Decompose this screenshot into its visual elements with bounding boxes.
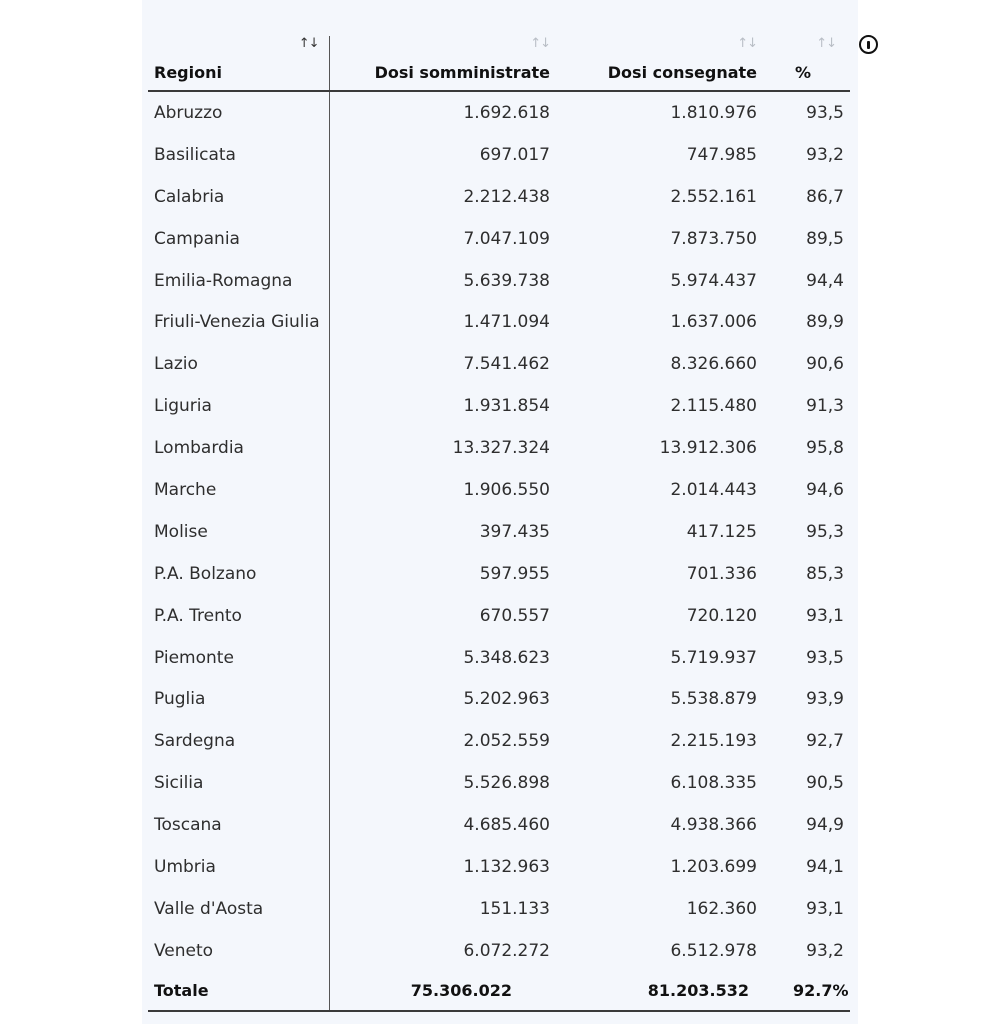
sort-arrows-icon[interactable]: ↑↓: [530, 36, 550, 51]
dosi-consegnate-cell: 5.719.937: [670, 647, 757, 668]
region-cell: Puglia: [148, 678, 329, 720]
dosi-somministrate-cell: 597.955: [479, 563, 550, 584]
dosi-consegnate-cell: 1.810.976: [670, 102, 757, 123]
region-cell: Friuli-Venezia Giulia: [148, 301, 329, 343]
table-row: [148, 553, 850, 595]
table-row: [148, 846, 850, 888]
dosi-somministrate-cell: 2.212.438: [463, 186, 550, 207]
dosi-somministrate-cell: 1.471.094: [463, 312, 550, 333]
percent-cell: 91,3: [806, 396, 844, 417]
dosi-consegnate-cell: 1.637.006: [670, 312, 757, 333]
header-dosi-consegnate[interactable]: [580, 36, 787, 91]
percent-cell: 90,6: [806, 354, 844, 375]
table-row: [148, 888, 850, 930]
percent-cell: 92,7: [806, 731, 844, 752]
table-row: [148, 385, 850, 427]
region-cell: Lazio: [148, 343, 329, 385]
dosi-consegnate-cell: 2.115.480: [670, 396, 757, 417]
dosi-consegnate-cell: 4.938.366: [670, 815, 757, 836]
dosi-consegnate-cell: 13.912.306: [659, 438, 757, 459]
dosi-consegnate-cell: 162.360: [686, 898, 757, 919]
percent-cell: 93,9: [806, 689, 844, 710]
dosi-somministrate-cell: 1.931.854: [463, 396, 550, 417]
dosi-consegnate-cell: 701.336: [686, 563, 757, 584]
percent-cell: 95,3: [806, 521, 844, 542]
dosi-somministrate-cell: 7.047.109: [463, 228, 550, 249]
percent-cell: 93,5: [806, 102, 844, 123]
dosi-somministrate-cell: 397.435: [479, 521, 550, 542]
table-row: [148, 218, 850, 260]
dosi-consegnate-cell: 2.014.443: [670, 479, 757, 500]
region-cell: Toscana: [148, 804, 329, 846]
table-row: [148, 91, 850, 134]
dosi-somministrate-cell: 5.202.963: [463, 689, 550, 710]
header-regioni-label: Regioni: [154, 63, 222, 82]
percent-cell: 93,2: [806, 940, 844, 961]
region-cell: P.A. Bolzano: [148, 553, 329, 595]
dosi-consegnate-cell: 5.974.437: [670, 270, 757, 291]
region-cell: Molise: [148, 511, 329, 553]
dosi-consegnate-cell: 417.125: [686, 521, 757, 542]
percent-cell: 93,2: [806, 144, 844, 165]
dosi-consegnate-cell: 6.108.335: [670, 773, 757, 794]
dosi-somministrate-cell: 670.557: [479, 605, 550, 626]
table-row: [148, 427, 850, 469]
table-row: [148, 678, 850, 720]
region-cell: Abruzzo: [148, 91, 329, 134]
total-row: [148, 972, 850, 1011]
header-somministrate-label: Dosi somministrate: [374, 63, 550, 82]
dosi-somministrate-cell: 5.526.898: [463, 773, 550, 794]
header-percent-label: %: [795, 63, 812, 82]
region-cell: Valle d'Aosta: [148, 888, 329, 930]
sort-arrows-icon[interactable]: ↑↓: [816, 36, 836, 51]
dosi-somministrate-cell: 1.692.618: [463, 102, 550, 123]
sort-arrows-icon[interactable]: ↑↓: [298, 36, 319, 51]
percent-cell: 95,8: [806, 438, 844, 459]
table-row: [148, 511, 850, 553]
table-row: [148, 134, 850, 176]
dosi-somministrate-cell: 2.052.559: [463, 731, 550, 752]
table-row: [148, 637, 850, 679]
table-row: [148, 301, 850, 343]
table-row: [148, 804, 850, 846]
table-row: [148, 720, 850, 762]
dosi-somministrate-cell: 151.133: [479, 898, 550, 919]
dosi-somministrate-cell: 5.348.623: [463, 647, 550, 668]
dosi-somministrate-cell: 4.685.460: [463, 815, 550, 836]
region-cell: Liguria: [148, 385, 329, 427]
percent-cell: 89,5: [806, 228, 844, 249]
total-percent: 92.7%: [787, 972, 850, 1011]
dosi-consegnate-cell: 6.512.978: [670, 940, 757, 961]
percent-cell: 94,1: [806, 856, 844, 877]
percent-cell: 94,4: [806, 270, 844, 291]
table-row: [148, 176, 850, 218]
vaccine-doses-table: [148, 36, 850, 1012]
percent-cell: 94,6: [806, 479, 844, 500]
region-cell: Umbria: [148, 846, 329, 888]
region-cell: Lombardia: [148, 427, 329, 469]
region-cell: Emilia-Romagna: [148, 260, 329, 302]
dosi-consegnate-cell: 747.985: [686, 144, 757, 165]
info-icon[interactable]: [859, 35, 878, 54]
dosi-somministrate-cell: 13.327.324: [452, 438, 550, 459]
region-cell: P.A. Trento: [148, 595, 329, 637]
region-cell: Piemonte: [148, 637, 329, 679]
dosi-consegnate-cell: 5.538.879: [670, 689, 757, 710]
percent-cell: 93,1: [806, 605, 844, 626]
percent-cell: 93,1: [806, 898, 844, 919]
region-cell: Basilicata: [148, 134, 329, 176]
percent-cell: 93,5: [806, 647, 844, 668]
dosi-somministrate-cell: 1.906.550: [463, 479, 550, 500]
dosi-consegnate-cell: 1.203.699: [670, 856, 757, 877]
dosi-consegnate-cell: 8.326.660: [670, 354, 757, 375]
header-regioni[interactable]: [148, 36, 329, 91]
table-header-row: [148, 36, 850, 91]
dosi-somministrate-cell: 1.132.963: [463, 856, 550, 877]
total-somministrate: 75.306.022: [329, 972, 580, 1011]
total-consegnate: 81.203.532: [580, 972, 787, 1011]
header-consegnate-label: Dosi consegnate: [607, 63, 757, 82]
table-row: [148, 260, 850, 302]
header-dosi-somministrate[interactable]: [329, 36, 580, 91]
percent-cell: 94,9: [806, 815, 844, 836]
dosi-somministrate-cell: 7.541.462: [463, 354, 550, 375]
percent-cell: 85,3: [806, 563, 844, 584]
region-cell: Calabria: [148, 176, 329, 218]
percent-cell: 89,9: [806, 312, 844, 333]
dosi-somministrate-cell: 697.017: [479, 144, 550, 165]
table-row: [148, 595, 850, 637]
header-percent[interactable]: [787, 36, 850, 91]
region-cell: Marche: [148, 469, 329, 511]
region-cell: Veneto: [148, 930, 329, 972]
dosi-consegnate-cell: 2.215.193: [670, 731, 757, 752]
dosi-consegnate-cell: 2.552.161: [670, 186, 757, 207]
table-row: [148, 469, 850, 511]
dosi-consegnate-cell: 7.873.750: [670, 228, 757, 249]
dosi-consegnate-cell: 720.120: [686, 605, 757, 626]
table-row: [148, 930, 850, 972]
dosi-somministrate-cell: 6.072.272: [463, 940, 550, 961]
percent-cell: 86,7: [806, 186, 844, 207]
region-cell: Sardegna: [148, 720, 329, 762]
table-row: [148, 343, 850, 385]
table-row: [148, 762, 850, 804]
region-cell: Campania: [148, 218, 329, 260]
percent-cell: 90,5: [806, 773, 844, 794]
sort-arrows-icon[interactable]: ↑↓: [737, 36, 757, 51]
total-label: Totale: [148, 972, 329, 1011]
dosi-somministrate-cell: 5.639.738: [463, 270, 550, 291]
region-cell: Sicilia: [148, 762, 329, 804]
